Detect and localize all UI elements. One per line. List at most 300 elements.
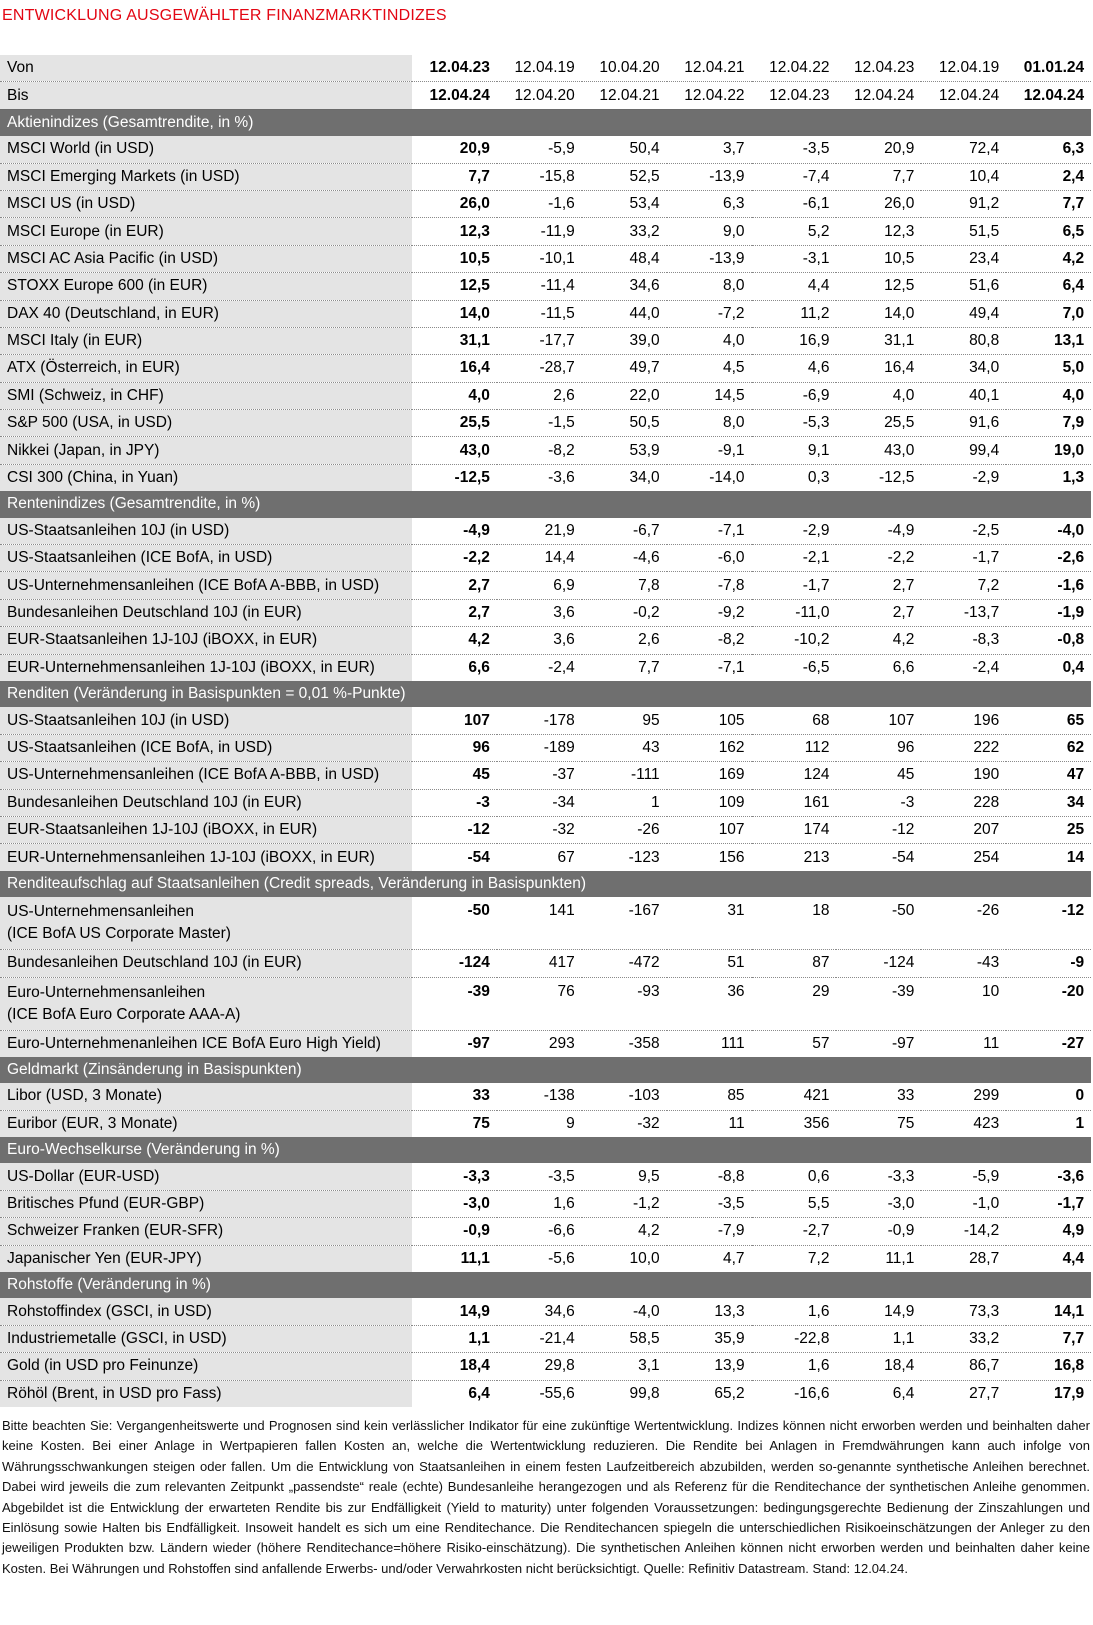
- table-row: [0, 190, 1091, 217]
- value-cell: 299: [921, 1083, 1006, 1110]
- table-row: [0, 950, 1091, 977]
- value-cell: -4,9: [836, 518, 921, 545]
- value-cell: 174: [752, 816, 837, 843]
- value-cell: -12: [412, 816, 497, 843]
- value-cell: -7,1: [717, 658, 745, 676]
- section-header: [0, 871, 1091, 897]
- value-cell: 35,9: [667, 1325, 752, 1352]
- value-cell: -54: [891, 848, 915, 866]
- value-cell: -103: [582, 1083, 667, 1110]
- value-cell: 4,4: [1062, 1249, 1085, 1267]
- row-label-cell: [0, 734, 412, 761]
- row-label-cell: [0, 654, 412, 681]
- value-cell: 6,4: [468, 1384, 490, 1402]
- row-label-cell: [0, 136, 412, 163]
- value-cell: 96: [836, 734, 921, 761]
- value-cell: -32: [497, 816, 582, 843]
- value-cell: 7,7: [412, 163, 497, 190]
- value-cell: 57: [812, 1034, 830, 1052]
- value-cell: 8,0: [667, 410, 752, 437]
- value-cell: 1,6: [497, 1190, 582, 1217]
- section-title: Aktienindizes (Gesamtrendite, in %): [0, 109, 1091, 136]
- table-row: [0, 382, 1091, 409]
- value-cell: 12,3: [412, 218, 497, 245]
- value-cell: 67: [557, 848, 575, 866]
- value-cell: -10,2: [752, 627, 837, 654]
- value-cell: 31,1: [412, 327, 497, 354]
- row-label: EUR-Staatsanleihen 1J-10J (iBOXX, in EUR): [7, 821, 318, 839]
- value-cell: 10,5: [836, 245, 921, 272]
- value-cell: 107: [836, 707, 921, 734]
- value-cell: 9,1: [752, 437, 837, 464]
- value-cell: 10: [921, 977, 1006, 1030]
- row-label: Bundesanleihen Deutschland 10J (in EUR): [7, 604, 302, 621]
- table-row: [0, 734, 1091, 761]
- value-cell: 161: [752, 789, 837, 816]
- row-label-cell: [0, 572, 412, 599]
- value-cell: 7,7: [1006, 190, 1091, 217]
- value-cell: 6,6: [468, 658, 490, 676]
- row-label-cell: [0, 327, 412, 354]
- value-cell: -9,2: [667, 599, 752, 626]
- value-cell: -12: [1006, 897, 1091, 950]
- value-cell: 1,1: [412, 1325, 497, 1352]
- table-row: [0, 300, 1091, 327]
- table-row: [0, 1380, 1091, 1407]
- value-cell: -124: [836, 950, 921, 977]
- value-cell: 43: [582, 734, 667, 761]
- section-title: Rentenindizes (Gesamtrendite, in %): [0, 491, 1091, 517]
- value-cell: 18,4: [836, 1353, 921, 1380]
- value-cell: -4,9: [412, 518, 497, 545]
- value-cell: 49,7: [582, 355, 667, 382]
- value-cell: 96: [412, 734, 497, 761]
- value-cell: -97: [467, 1034, 490, 1052]
- value-cell: -3,1: [752, 245, 837, 272]
- row-label: S&P 500 (USA, in USD): [7, 414, 173, 432]
- value-cell: -9,1: [667, 437, 752, 464]
- value-cell: 50,5: [582, 410, 667, 437]
- value-cell: -111: [582, 762, 667, 789]
- value-cell: 33,2: [921, 1325, 1006, 1352]
- table-body: [0, 55, 1091, 1407]
- value-cell: 87: [752, 950, 837, 977]
- table-row: [0, 218, 1091, 245]
- value-cell: 3,1: [582, 1353, 667, 1380]
- table-row: [0, 1325, 1091, 1352]
- row-label: Bundesanleihen Deutschland 10J (in EUR): [7, 954, 302, 972]
- header-label-von: Von: [0, 55, 412, 82]
- value-cell: -1,9: [1006, 599, 1091, 626]
- value-cell: -2,9: [972, 469, 1000, 487]
- value-cell: 8,0: [667, 273, 752, 300]
- value-cell: -5,9: [497, 136, 582, 163]
- value-cell: 6,3: [1006, 136, 1091, 163]
- row-label-cell: [0, 245, 412, 272]
- value-cell: 0,3: [807, 469, 830, 487]
- table-row: [0, 897, 1091, 950]
- value-cell: -12,5: [454, 469, 490, 487]
- value-cell: -0,8: [1006, 627, 1091, 654]
- table-row: [0, 844, 1091, 871]
- row-label-cell: [0, 273, 412, 300]
- value-cell: 14,4: [497, 545, 582, 572]
- value-cell: 51,5: [921, 218, 1006, 245]
- row-label-cell: [0, 1110, 412, 1137]
- row-label: Industriemetalle (GSCI, in USD): [7, 1329, 227, 1347]
- value-cell: 124: [752, 762, 837, 789]
- row-label: US-Dollar (EUR-USD): [7, 1167, 160, 1185]
- value-cell: -55,6: [539, 1384, 575, 1402]
- table-row: [0, 136, 1091, 163]
- row-label: US-Staatsanleihen 10J (in USD): [7, 711, 230, 729]
- value-cell: 7,8: [582, 572, 667, 599]
- header-date-bis: 12.04.24: [412, 82, 497, 109]
- value-cell: 254: [973, 848, 1000, 866]
- value-cell: -1,6: [1006, 572, 1091, 599]
- header-date-bis: 12.04.24: [836, 82, 921, 109]
- table-row: [0, 1298, 1091, 1325]
- row-label-cell: [0, 844, 412, 871]
- value-cell: 423: [973, 1114, 1000, 1132]
- value-cell: 5,2: [752, 218, 837, 245]
- value-cell: -1,0: [921, 1190, 1006, 1217]
- value-cell: -0,9: [412, 1218, 497, 1245]
- value-cell: 4,0: [667, 327, 752, 354]
- row-label-cell: [0, 897, 412, 950]
- value-cell: -2,1: [752, 545, 837, 572]
- value-cell: -21,4: [497, 1325, 582, 1352]
- value-cell: -39: [836, 977, 921, 1030]
- value-cell: -10,1: [497, 245, 582, 272]
- row-label-cell: [0, 977, 412, 1030]
- value-cell: 109: [667, 789, 752, 816]
- value-cell: 7,0: [1006, 300, 1091, 327]
- value-cell: 4,0: [1006, 382, 1091, 409]
- value-cell: 99,4: [921, 437, 1006, 464]
- value-cell: 14,0: [836, 300, 921, 327]
- value-cell: 4,4: [752, 273, 837, 300]
- row-label-cell: [0, 1163, 412, 1190]
- value-cell: -2,5: [921, 518, 1006, 545]
- value-cell: -6,0: [667, 545, 752, 572]
- value-cell: 34,0: [629, 469, 660, 487]
- value-cell: 14,0: [412, 300, 497, 327]
- row-label-cell: [0, 190, 412, 217]
- table-row: [0, 1190, 1091, 1217]
- header-date-von: 12.04.19: [921, 55, 1006, 82]
- value-cell: 14,9: [412, 1298, 497, 1325]
- row-label-cell: [0, 545, 412, 572]
- value-cell: 16,9: [752, 327, 837, 354]
- table-row: [0, 245, 1091, 272]
- row-label: STOXX Europe 600 (in EUR): [7, 277, 208, 295]
- value-cell: -34: [497, 789, 582, 816]
- value-cell: 34,0: [921, 355, 1006, 382]
- value-cell: 11,1: [885, 1249, 915, 1267]
- table-row: [0, 627, 1091, 654]
- header-date-von: 10.04.20: [582, 55, 667, 82]
- value-cell: -7,1: [667, 518, 752, 545]
- value-cell: -6,6: [497, 1218, 582, 1245]
- value-cell: 4,6: [752, 355, 837, 382]
- value-cell: 2,7: [836, 572, 921, 599]
- value-cell: 11: [728, 1114, 745, 1132]
- value-cell: 12,3: [836, 218, 921, 245]
- value-cell: 156: [718, 848, 745, 866]
- value-cell: 43,0: [412, 437, 497, 464]
- header-row-von: [0, 55, 1091, 82]
- table-row: [0, 410, 1091, 437]
- value-cell: -7,8: [667, 572, 752, 599]
- value-cell: 65,2: [714, 1384, 745, 1402]
- header-date-bis: 12.04.22: [667, 82, 752, 109]
- row-label: Rohstoffindex (GSCI, in USD): [7, 1302, 212, 1320]
- value-cell: 40,1: [921, 382, 1006, 409]
- value-cell: -123: [628, 848, 660, 866]
- value-cell: 18: [752, 897, 837, 950]
- value-cell: -2,9: [752, 518, 837, 545]
- row-label-cell: [0, 410, 412, 437]
- row-label-cell: [0, 1298, 412, 1325]
- value-cell: 52,5: [582, 163, 667, 190]
- value-cell: 6,9: [497, 572, 582, 599]
- value-cell: 421: [752, 1083, 837, 1110]
- value-cell: -6,7: [582, 518, 667, 545]
- value-cell: -11,5: [497, 300, 582, 327]
- value-cell: 28,7: [969, 1249, 1000, 1267]
- value-cell: -50: [412, 897, 497, 950]
- value-cell: 62: [1006, 734, 1091, 761]
- table-row: [0, 762, 1091, 789]
- value-cell: -472: [582, 950, 667, 977]
- value-cell: -16,6: [794, 1384, 830, 1402]
- value-cell: 16,8: [1006, 1353, 1091, 1380]
- value-cell: -2,2: [836, 545, 921, 572]
- row-label-cell: [0, 816, 412, 843]
- row-label-cell: [0, 300, 412, 327]
- value-cell: 39,0: [582, 327, 667, 354]
- value-cell: -3,5: [752, 136, 837, 163]
- value-cell: 4,2: [582, 1218, 667, 1245]
- value-cell: 6,4: [1006, 273, 1091, 300]
- value-cell: -1,7: [752, 572, 837, 599]
- value-cell: 2,6: [497, 382, 582, 409]
- table-row: [0, 437, 1091, 464]
- row-label-cell: [0, 789, 412, 816]
- value-cell: -189: [497, 734, 582, 761]
- row-label: US-Staatsanleihen (ICE BofA, in USD): [7, 738, 273, 756]
- value-cell: 75: [897, 1114, 915, 1132]
- row-label: Britisches Pfund (EUR-GBP): [7, 1195, 205, 1213]
- value-cell: 112: [752, 734, 837, 761]
- value-cell: 4,7: [723, 1249, 745, 1267]
- section-title: Euro-Wechselkurse (Veränderung in %): [0, 1137, 1091, 1163]
- value-cell: 73,3: [921, 1298, 1006, 1325]
- row-label: MSCI Europe (in EUR): [7, 222, 164, 240]
- value-cell: 33,2: [582, 218, 667, 245]
- value-cell: 29: [752, 977, 837, 1030]
- row-label: US-Unternehmensanleihen (ICE BofA A-BBB, in USD): [7, 576, 380, 594]
- row-label-cell: [0, 163, 412, 190]
- value-cell: -2,4: [972, 658, 1000, 676]
- value-cell: 3,6: [497, 599, 582, 626]
- row-label: DAX 40 (Deutschland, in EUR): [7, 304, 219, 322]
- value-cell: 1,1: [836, 1325, 921, 1352]
- value-cell: 18,4: [412, 1353, 497, 1380]
- value-cell: -14,0: [709, 469, 745, 487]
- value-cell: -15,8: [497, 163, 582, 190]
- value-cell: 1,3: [1062, 469, 1085, 487]
- value-cell: -6,1: [752, 190, 837, 217]
- section-header: [0, 1057, 1091, 1083]
- value-cell: 86,7: [921, 1353, 1006, 1380]
- table-row: [0, 355, 1091, 382]
- table-row: [0, 1083, 1091, 1110]
- header-date-bis: 12.04.24: [1006, 82, 1091, 109]
- table-row: [0, 163, 1091, 190]
- value-cell: 2,7: [412, 599, 497, 626]
- value-cell: 53,4: [582, 190, 667, 217]
- value-cell: 14,1: [1006, 1298, 1091, 1325]
- value-cell: -3,3: [836, 1163, 921, 1190]
- header-date-bis: 12.04.24: [921, 82, 1006, 109]
- value-cell: 1: [1075, 1114, 1085, 1132]
- value-cell: -12: [836, 816, 921, 843]
- value-cell: 43,0: [836, 437, 921, 464]
- row-label-cell: [0, 1380, 412, 1407]
- value-cell: 6,5: [1006, 218, 1091, 245]
- value-cell: -43: [921, 950, 1006, 977]
- row-label-cell: [0, 1083, 412, 1110]
- section-title: Geldmarkt (Zinsänderung in Basispunkten): [0, 1057, 1091, 1083]
- row-label-cell: [0, 1325, 412, 1352]
- value-cell: 20,9: [836, 136, 921, 163]
- value-cell: 10,5: [412, 245, 497, 272]
- value-cell: 45: [412, 762, 497, 789]
- value-cell: 0: [1006, 1083, 1091, 1110]
- section-title: Rohstoffe (Veränderung in %): [0, 1272, 1091, 1298]
- row-label: Euro-Unternehmenanleihen ICE BofA Euro High Yield): [7, 1034, 381, 1052]
- value-cell: 17,9: [1053, 1384, 1085, 1402]
- header-date-von: 12.04.23: [412, 55, 497, 82]
- value-cell: 222: [921, 734, 1006, 761]
- value-cell: 4,2: [412, 627, 497, 654]
- row-label: Gold (in USD pro Feinunze): [7, 1357, 199, 1375]
- value-cell: 13,9: [667, 1353, 752, 1380]
- row-label: Röhöl (Brent, in USD pro Fass): [7, 1384, 222, 1402]
- value-cell: -2,4: [548, 658, 575, 676]
- row-label-cell: [0, 707, 412, 734]
- header-date-bis: 12.04.23: [752, 82, 837, 109]
- row-label: Nikkei (Japan, in JPY): [7, 441, 160, 459]
- value-cell: 50,4: [582, 136, 667, 163]
- value-cell: -32: [637, 1114, 660, 1132]
- row-label: ATX (Österreich, in EUR): [7, 359, 180, 377]
- table-row: [0, 1245, 1091, 1272]
- value-cell: 7,2: [807, 1249, 830, 1267]
- value-cell: -20: [1006, 977, 1091, 1030]
- row-label-cell: [0, 518, 412, 545]
- value-cell: -178: [497, 707, 582, 734]
- value-cell: 85: [667, 1083, 752, 1110]
- value-cell: 107: [412, 707, 497, 734]
- value-cell: 5,5: [752, 1190, 837, 1217]
- header-date-von: 01.01.24: [1006, 55, 1091, 82]
- value-cell: 75: [472, 1114, 490, 1132]
- value-cell: -0,2: [582, 599, 667, 626]
- value-cell: -1,2: [582, 1190, 667, 1217]
- row-label: CSI 300 (China, in Yuan): [7, 469, 179, 487]
- table-row: [0, 545, 1091, 572]
- value-cell: 22,0: [582, 382, 667, 409]
- value-cell: -12,5: [879, 469, 915, 487]
- value-cell: -2,6: [1006, 545, 1091, 572]
- value-cell: -3: [836, 789, 921, 816]
- row-label-line2: (ICE BofA Euro Corporate AAA-A): [7, 1005, 241, 1023]
- table-row: [0, 572, 1091, 599]
- table-row: [0, 273, 1091, 300]
- value-cell: 2,7: [836, 599, 921, 626]
- value-cell: -93: [582, 977, 667, 1030]
- section-header: [0, 1137, 1091, 1163]
- value-cell: 169: [667, 762, 752, 789]
- value-cell: 4,2: [836, 627, 921, 654]
- table-row: [0, 977, 1091, 1030]
- table-row: [0, 518, 1091, 545]
- value-cell: -97: [891, 1034, 915, 1052]
- value-cell: -13,9: [667, 245, 752, 272]
- value-cell: -13,9: [667, 163, 752, 190]
- value-cell: 0,6: [752, 1163, 837, 1190]
- value-cell: -3,5: [667, 1190, 752, 1217]
- row-label: US-Staatsanleihen (ICE BofA, in USD): [7, 549, 273, 567]
- value-cell: -11,4: [497, 273, 582, 300]
- value-cell: -17,7: [497, 327, 582, 354]
- row-label: Libor (USD, 3 Monate): [7, 1087, 163, 1105]
- value-cell: -7,2: [667, 300, 752, 327]
- row-label-cell: [0, 464, 412, 491]
- value-cell: 2,4: [1006, 163, 1091, 190]
- value-cell: 1,6: [752, 1353, 837, 1380]
- value-cell: -1,7: [921, 545, 1006, 572]
- value-cell: 72,4: [921, 136, 1006, 163]
- row-label-cell: [0, 1353, 412, 1380]
- table-row: [0, 599, 1091, 626]
- table-row: [0, 1218, 1091, 1245]
- value-cell: -4,0: [1006, 518, 1091, 545]
- value-cell: 12,5: [412, 273, 497, 300]
- value-cell: 65: [1006, 707, 1091, 734]
- table-row: [0, 1353, 1091, 1380]
- value-cell: 3,7: [667, 136, 752, 163]
- value-cell: 45: [836, 762, 921, 789]
- value-cell: 4,0: [836, 382, 921, 409]
- value-cell: 14,9: [836, 1298, 921, 1325]
- value-cell: 141: [497, 897, 582, 950]
- value-cell: -8,3: [921, 627, 1006, 654]
- header-date-bis: 12.04.20: [497, 82, 582, 109]
- value-cell: -2,7: [752, 1218, 837, 1245]
- value-cell: -6,9: [752, 382, 837, 409]
- value-cell: 6,4: [892, 1384, 915, 1402]
- section-title: Renditen (Veränderung in Basispunkten = 0,01 %-Punkte): [0, 681, 1091, 707]
- value-cell: -5,6: [548, 1249, 575, 1267]
- value-cell: 4,5: [667, 355, 752, 382]
- value-cell: -8,2: [667, 627, 752, 654]
- row-label-cell: [0, 1218, 412, 1245]
- value-cell: 29,8: [497, 1353, 582, 1380]
